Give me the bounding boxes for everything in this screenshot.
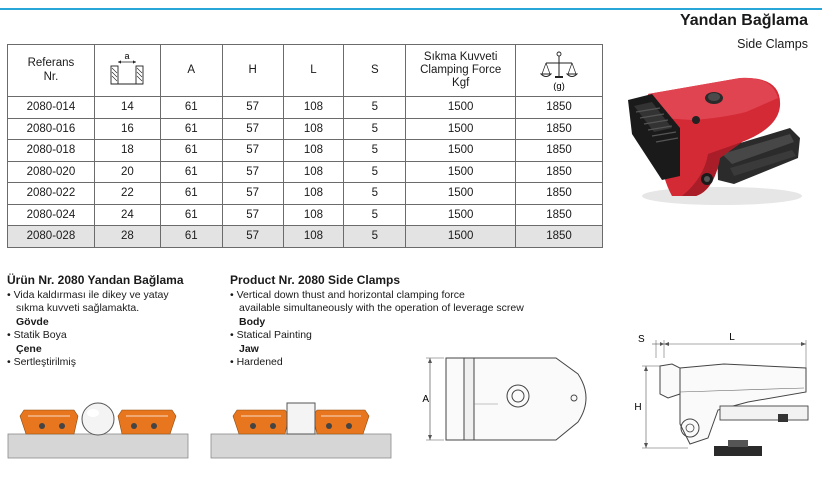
table-row [8,97,603,119]
force-line3: Kgf [452,77,470,90]
header-a [94,45,160,97]
table-row [8,161,603,183]
table-cell: 57 [222,183,283,205]
dim-l-label: L [729,332,735,343]
turkish-description [7,274,217,370]
english-title: Product Nr. 2080 Side Clamps [230,273,401,287]
table-cell: 1500 [406,226,516,248]
page-subtitle: Side Clamps [737,37,808,51]
table-row [8,204,603,226]
a-symbol: a [124,50,130,61]
table-cell: 61 [160,97,222,119]
english-b3: Hardened [236,356,283,368]
table-cell: 1500 [406,183,516,205]
english-bullet-2: • Statical Painting [230,329,312,341]
table-cell: 5 [344,118,406,140]
table-cell: 5 [344,97,406,119]
table-cell: 2080-022 [8,183,95,205]
header-reference [8,45,95,97]
table-cell: 57 [222,204,283,226]
english-b1-line2: available simultaneously with the operation of leverage screw [239,302,524,314]
turkish-bullet-1: • Vida kaldırması ile dikey ve yatay [7,288,169,301]
table-cell: 1850 [516,204,603,226]
table-cell: 1500 [406,204,516,226]
table-cell: 5 [344,161,406,183]
header-col-s: S [344,45,406,97]
table-cell: 20 [94,161,160,183]
table-cell: 1500 [406,97,516,119]
table-cell: 2080-016 [8,118,95,140]
table-cell: 108 [283,97,344,119]
page-title: Yandan Bağlama [679,12,808,29]
table-cell: 2080-028 [8,226,95,248]
application-round-workpiece [8,396,188,460]
header-col-l: L [283,45,344,97]
table-cell: 2080-020 [8,161,95,183]
scale-icon [537,50,581,92]
table-cell: 14 [94,97,160,119]
force-line1: Sıkma Kuvveti [423,50,498,63]
table-cell: 57 [222,226,283,248]
weight-unit: (g) [553,80,565,92]
turkish-title: Ürün Nr. 2080 Yandan Bağlama [7,273,184,287]
turkish-bullet-3: • Sertleştirilmiş [7,356,77,368]
table-cell: 57 [222,97,283,119]
table-cell: 61 [160,204,222,226]
table-row [8,118,603,140]
table-row [8,226,603,248]
header-col-a: A [160,45,222,97]
table-cell: 1850 [516,97,603,119]
table-cell: 1850 [516,161,603,183]
table-row [8,140,603,162]
table-cell: 61 [160,118,222,140]
side-view-drawing [628,328,816,462]
table-cell: 61 [160,140,222,162]
spec-table [7,44,603,248]
english-bullet-3: • Hardened [230,356,283,368]
table-cell: 1500 [406,161,516,183]
table-cell: 108 [283,204,344,226]
spec-table-body [8,97,603,248]
table-cell: 61 [160,183,222,205]
table-cell: 1500 [406,118,516,140]
application-block-workpiece [211,396,391,460]
table-cell: 1850 [516,118,603,140]
table-cell: 2080-018 [8,140,95,162]
english-b2: Statical Painting [236,329,312,341]
table-cell: 5 [344,140,406,162]
english-bullet-1: • Vertical down thust and horizontal clamping force [230,288,465,301]
table-cell: 5 [344,226,406,248]
turkish-b2: Statik Boya [13,329,67,341]
table-cell: 108 [283,183,344,205]
turkish-b3: Sertleştirilmiş [13,356,77,368]
table-cell: 1850 [516,140,603,162]
table-cell: 108 [283,226,344,248]
table-cell: 57 [222,118,283,140]
table-cell: 18 [94,140,160,162]
table-cell: 2080-024 [8,204,95,226]
header-clamping-force [406,45,516,97]
table-cell: 61 [160,226,222,248]
table-cell: 61 [160,161,222,183]
table-cell: 1850 [516,183,603,205]
dim-s-label: S [638,334,645,345]
dim-h-label: H [634,402,642,413]
turkish-body-heading: Gövde [16,315,49,328]
turkish-b1-line1: Vida kaldırması ile dikey ve yatay [13,288,169,301]
header-reference-line1: Referans [27,57,75,70]
turkish-b1-line2: sıkma kuvveti sağlamakta. [16,302,140,314]
side-clamp-photo [622,68,810,210]
header-col-h: H [222,45,283,97]
table-cell: 108 [283,140,344,162]
turkish-bullet-2: • Statik Boya [7,329,67,341]
header-weight [516,45,603,97]
table-cell: 24 [94,204,160,226]
jaw-opening-icon [105,51,149,91]
table-cell: 108 [283,118,344,140]
dim-a-label: A [422,394,429,405]
table-cell: 16 [94,118,160,140]
header-rule [0,8,822,10]
table-header-row [8,45,603,97]
table-cell: 5 [344,204,406,226]
table-cell: 5 [344,183,406,205]
header-reference-line2: Nr. [43,70,59,83]
table-cell: 57 [222,140,283,162]
force-line2: Clamping Force [420,63,502,76]
english-b1-line1: Vertical down thust and horizontal clamping force [236,288,465,301]
table-cell: 108 [283,161,344,183]
table-cell: 1850 [516,226,603,248]
table-cell: 57 [222,161,283,183]
turkish-jaw-heading: Çene [16,342,42,355]
table-cell: 2080-014 [8,97,95,119]
english-body-heading: Body [239,315,266,328]
english-jaw-heading: Jaw [239,342,259,355]
table-row [8,183,603,205]
table-cell: 1500 [406,140,516,162]
top-view-drawing [418,352,598,448]
table-cell: 22 [94,183,160,205]
table-cell: 28 [94,226,160,248]
